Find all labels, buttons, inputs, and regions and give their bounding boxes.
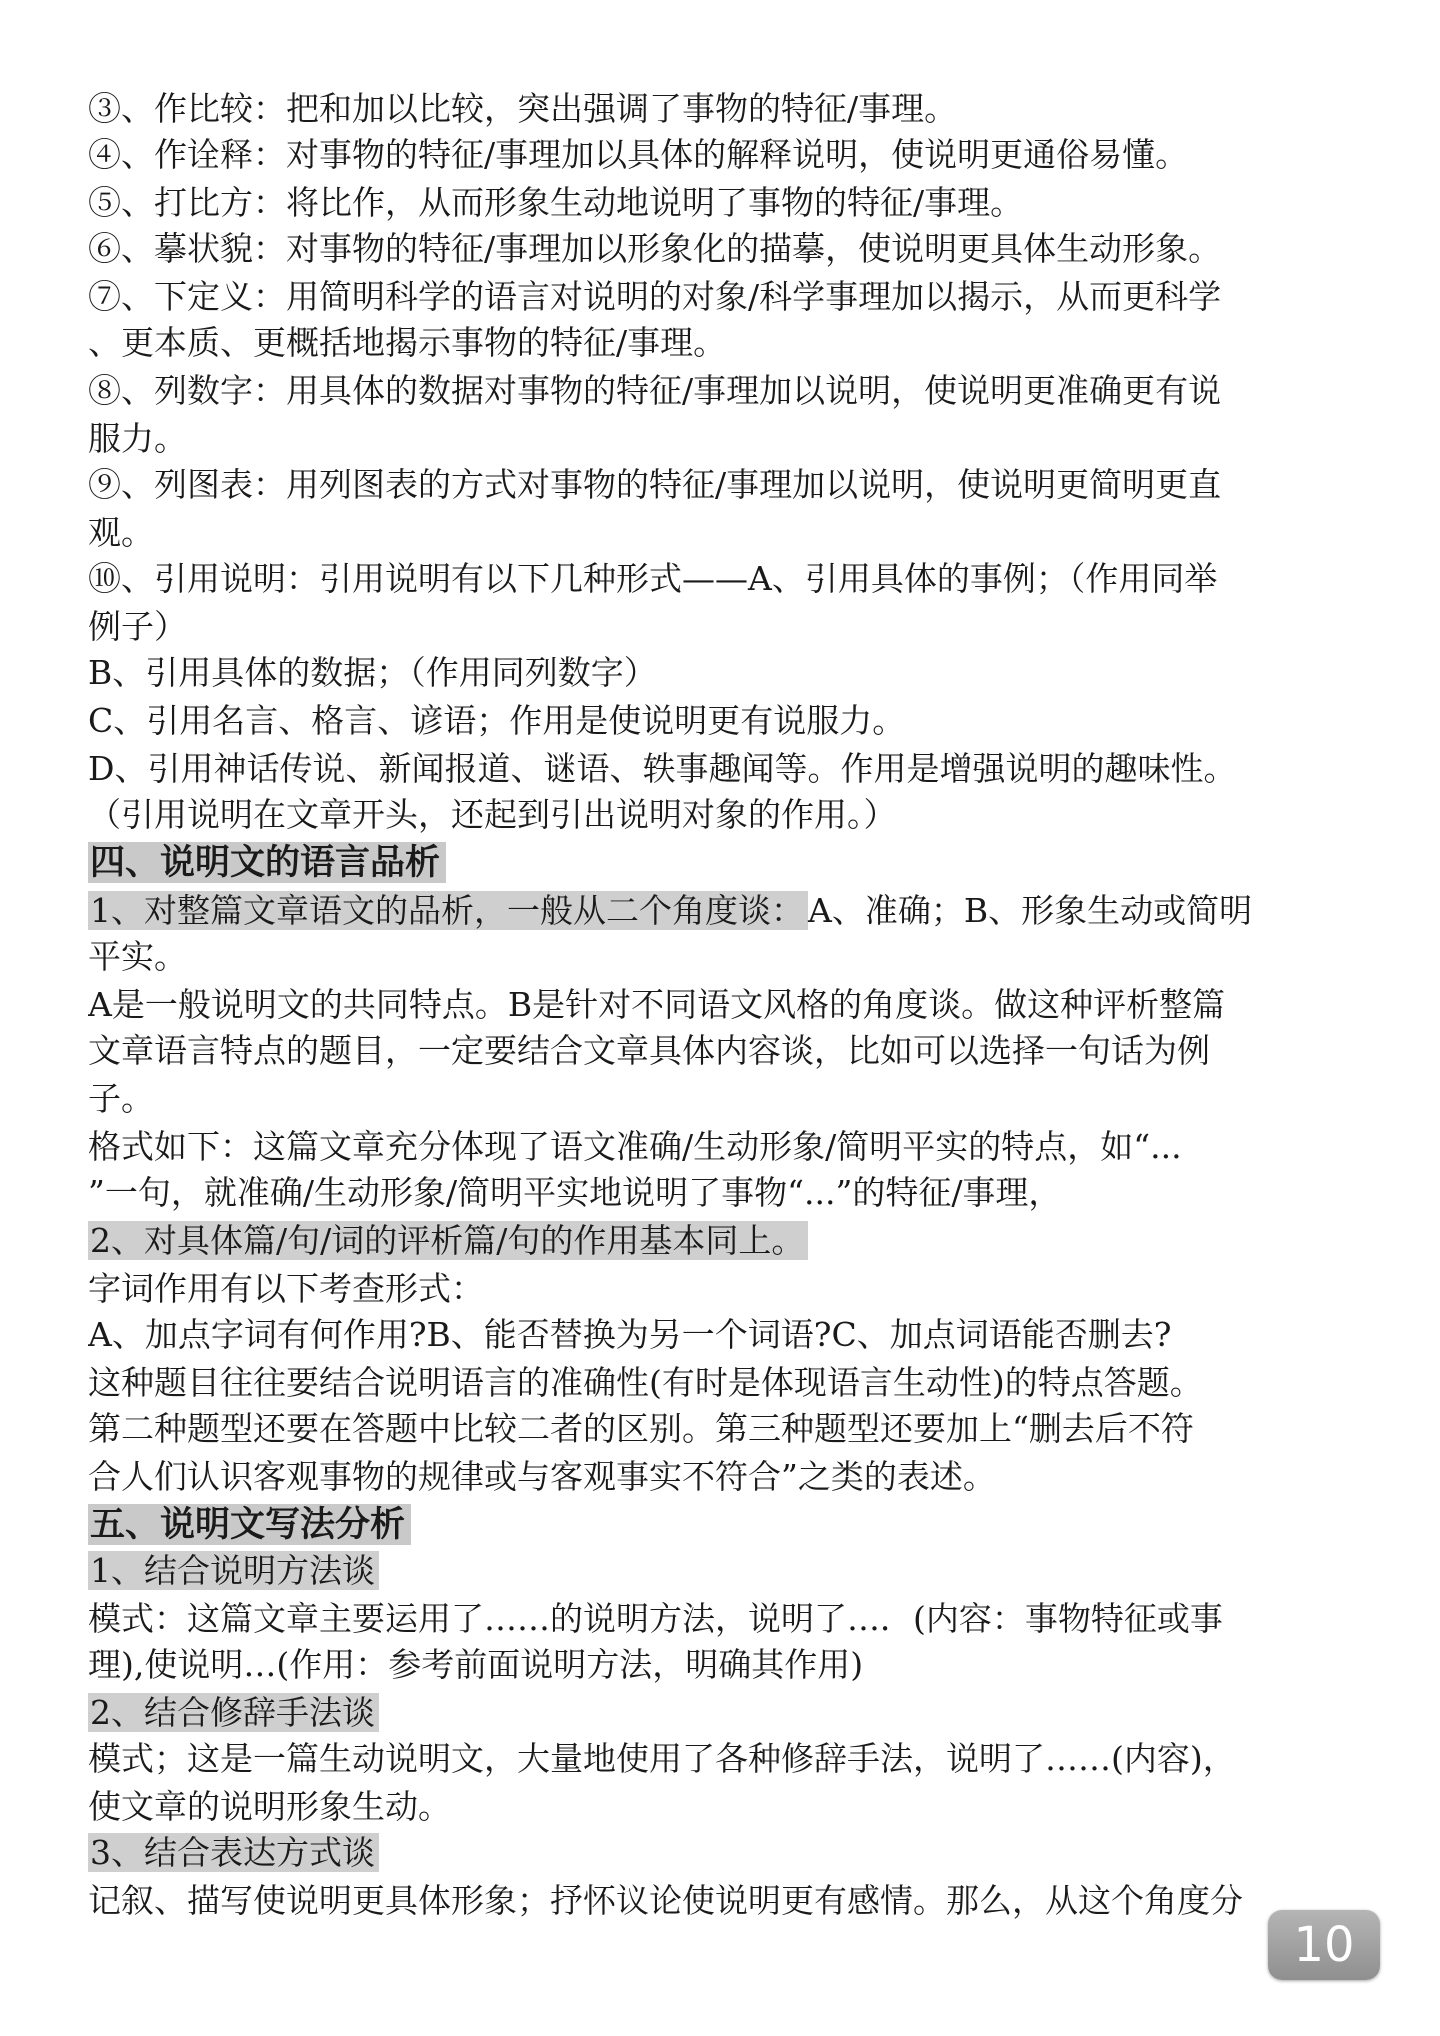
sub-2-highlight: 2、结合修辞手法谈 bbox=[88, 1693, 379, 1732]
section-4-heading-line bbox=[88, 840, 1358, 886]
text-line: A是一般说明文的共同特点。B是针对不同语文风格的角度谈。做这种评析整篇 bbox=[88, 985, 1226, 1024]
text-line: 合人们认识客观事物的规律或与客观事实不符合”之类的表述。 bbox=[88, 1457, 996, 1496]
text-line: 平实。 bbox=[88, 937, 187, 976]
text-line: 使文章的说明形象生动。 bbox=[88, 1787, 451, 1826]
section-5-sub-3 bbox=[88, 1830, 1358, 1876]
text-line: 、更本质、更概括地揭示事物的特征/事理。 bbox=[88, 323, 727, 362]
text-line: ⑥、摹状貌：对事物的特征/事理加以形象化的描摹，使说明更具体生动形象。 bbox=[88, 229, 1222, 268]
section-5-heading-line bbox=[88, 1502, 1358, 1548]
item-2-highlight: 2、对具体篇/句/词的评析篇/句的作用基本同上。 bbox=[88, 1221, 808, 1260]
item-1-highlight: 1、对整篇文章语文的品析，一般从二个角度谈： bbox=[88, 891, 808, 930]
text-line: ⑤、打比方：将比作，从而形象生动地说明了事物的特征/事理。 bbox=[88, 183, 1024, 222]
text-line: ⑦、下定义：用简明科学的语言对说明的对象/科学事理加以揭示，从而更科学 bbox=[88, 277, 1222, 316]
text-line: （引用说明在文章开头，还起到引出说明对象的作用。） bbox=[88, 795, 897, 834]
text-line: ⑧、列数字：用具体的数据对事物的特征/事理加以说明，使说明更准确更有说 bbox=[88, 371, 1222, 410]
section-5-heading: 五、说明文写法分析 bbox=[88, 1504, 411, 1545]
text-line: 模式；这是一篇生动说明文，大量地使用了各种修辞手法，说明了……(内容)， bbox=[88, 1739, 1236, 1778]
text-line: C、引用名言、格言、谚语；作用是使说明更有说服力。 bbox=[88, 701, 906, 740]
text-line: 第二种题型还要在答题中比较二者的区别。第三种题型还要加上“删去后不符 bbox=[88, 1409, 1194, 1448]
text-line: 理),使说明…(作用：参考前面说明方法，明确其作用) bbox=[88, 1645, 864, 1684]
section-5-sub-1 bbox=[88, 1548, 1358, 1594]
text-line: 这种题目往往要结合说明语言的准确性(有时是体现语言生动性)的特点答题。 bbox=[88, 1363, 1203, 1402]
text-line: 文章语言特点的题目，一定要结合文章具体内容谈，比如可以选择一句话为例 bbox=[88, 1031, 1210, 1070]
text-line: 记叙、描写使说明更具体形象；抒怀议论使说明更有感情。那么，从这个角度分 bbox=[88, 1881, 1243, 1920]
text-line: ⑩、引用说明：引用说明有以下几种形式——A、引用具体的事例；（作用同举 bbox=[88, 559, 1218, 598]
page-number-badge: 10 bbox=[1268, 1910, 1380, 1980]
text-line: 子。 bbox=[88, 1079, 154, 1118]
text-line: ③、作比较：把和加以比较，突出强调了事物的特征/事理。 bbox=[88, 89, 958, 128]
section-4-item-2 bbox=[88, 1218, 1358, 1264]
section-4-item-1 bbox=[88, 888, 1358, 934]
sub-3-highlight: 3、结合表达方式谈 bbox=[88, 1833, 379, 1872]
text-line: 格式如下：这篇文章充分体现了语文准确/生动形象/简明平实的特点，如“... bbox=[88, 1127, 1182, 1166]
text-line: 观。 bbox=[88, 513, 154, 552]
sub-1-highlight: 1、结合说明方法谈 bbox=[88, 1551, 379, 1590]
text-line: 模式：这篇文章主要运用了……的说明方法，说明了…．(内容：事物特征或事 bbox=[88, 1599, 1223, 1638]
text-line: A、加点字词有何作用?B、能否替换为另一个词语?C、加点词语能否删去? bbox=[88, 1315, 1172, 1354]
text-line: 例子） bbox=[88, 607, 187, 646]
text-line: ”一句，就准确/生动形象/简明平实地说明了事物“...”的特征/事理， bbox=[88, 1173, 1062, 1212]
text-line: ⑨、列图表：用列图表的方式对事物的特征/事理加以说明，使说明更简明更直 bbox=[88, 465, 1222, 504]
text-line: 字词作用有以下考查形式： bbox=[88, 1269, 484, 1308]
section-4-heading: 四、说明文的语言品析 bbox=[88, 842, 446, 883]
text-line: D、引用神话传说、新闻报道、谜语、轶事趣闻等。作用是增强说明的趣味性。 bbox=[88, 749, 1237, 788]
text-line: ④、作诠释：对事物的特征/事理加以具体的解释说明，使说明更通俗易懂。 bbox=[88, 135, 1189, 174]
section-5-sub-2 bbox=[88, 1690, 1358, 1736]
text-line: 服力。 bbox=[88, 419, 187, 458]
text-line: B、引用具体的数据；（作用同列数字） bbox=[88, 653, 657, 692]
item-1-rest: A、准确；B、形象生动或简明 bbox=[808, 891, 1253, 930]
